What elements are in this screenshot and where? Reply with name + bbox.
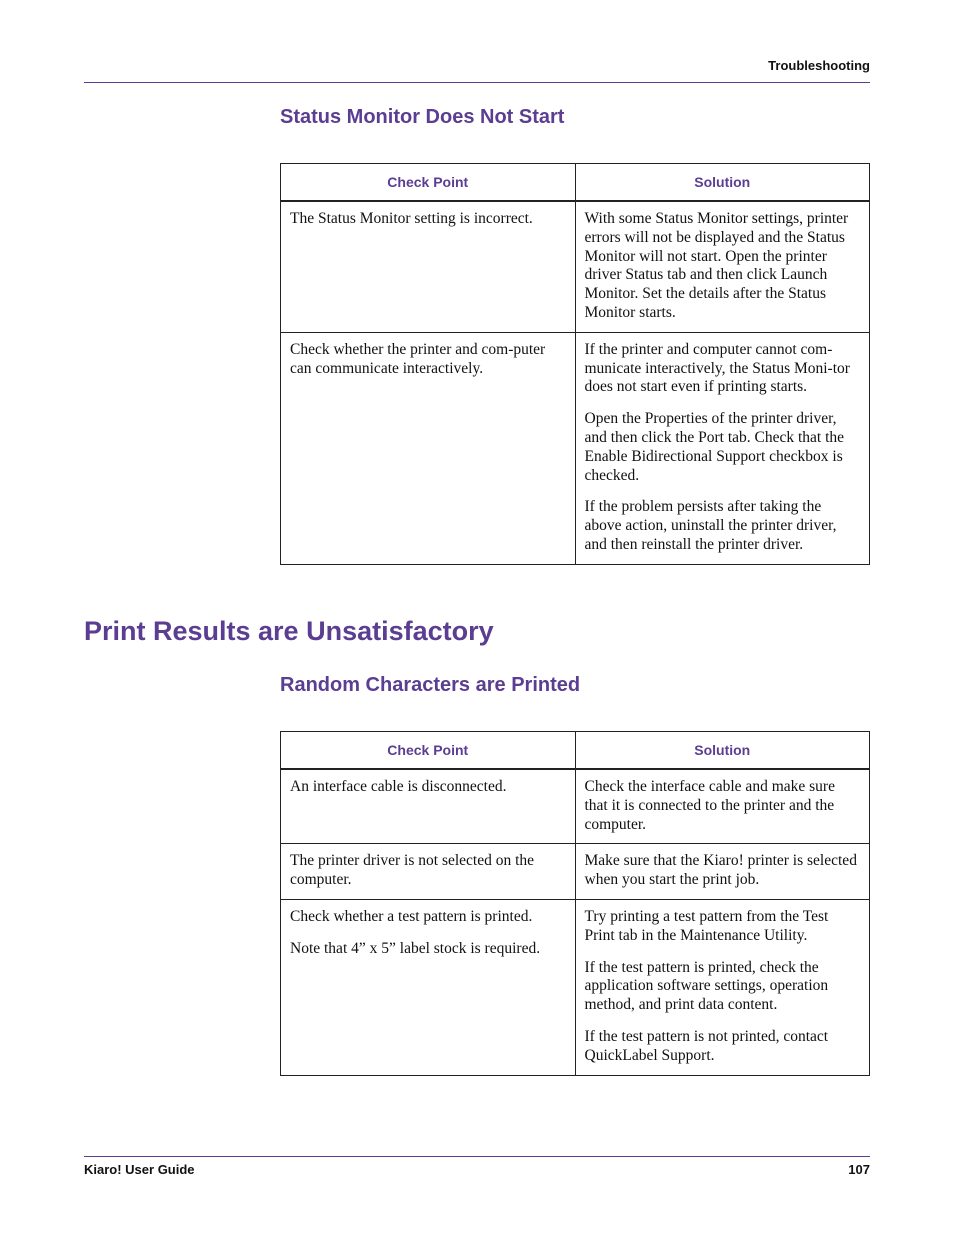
running-header: Troubleshooting	[768, 58, 870, 73]
header-rule	[84, 82, 870, 83]
footer-rule	[84, 1156, 870, 1157]
column-header-solution: Solution	[575, 164, 870, 202]
solution-text: If the problem persists after taking the above action, uninstall the printer driver, and then reinstall the printer driver.	[584, 498, 837, 553]
check-point-cell	[281, 201, 576, 332]
solution-cell	[575, 899, 870, 1075]
column-header-check-point: Check Point	[281, 732, 576, 770]
table-header-row	[281, 732, 870, 770]
solution-cell	[575, 844, 870, 900]
check-point-text: The Status Monitor setting is incorrect.	[290, 210, 533, 227]
table-row	[281, 201, 870, 332]
column-header-solution: Solution	[575, 732, 870, 770]
solution-cell	[575, 769, 870, 844]
table-header-row	[281, 164, 870, 202]
check-point-text: The printer driver is not selected on the computer.	[290, 852, 535, 889]
check-point-cell	[281, 769, 576, 844]
table-row	[281, 844, 870, 900]
solution-text: If the printer and computer cannot com-municate interactively, the Status Moni-tor does not start even if printing starts.	[584, 340, 850, 396]
solution-text: Make sure that the Kiaro! printer is selected when you start the print job.	[584, 852, 857, 889]
section-title-status-monitor: Status Monitor Does Not Start	[280, 106, 565, 128]
section-title-random-characters: Random Characters are Printed	[280, 674, 581, 696]
check-point-cell	[281, 844, 576, 900]
check-point-text: An interface cable is disconnected.	[290, 778, 507, 795]
solution-text: Open the Properties of the printer driver, and then click the Port tab. Check that the Enable Bidirectional Support checkbox is checked.	[584, 410, 845, 484]
page-number: 107	[848, 1162, 870, 1177]
random-characters-table	[280, 731, 870, 1076]
footer-guide-title: Kiaro! User Guide	[84, 1162, 195, 1177]
check-point-text: Check whether the printer and com-puter can communicate interactively.	[290, 340, 546, 377]
solution-cell	[575, 201, 870, 332]
solution-cell	[575, 332, 870, 564]
table-row	[281, 769, 870, 844]
table-row	[281, 332, 870, 564]
solution-text: Check the interface cable and make sure that it is connected to the printer and the computer.	[584, 778, 835, 833]
solution-text: With some Status Monitor settings, printer errors will not be displayed and the Status Monitor will not start. Open the printer driver Status tab and then click Launch Monitor. Set the details after the Status Monitor starts.	[584, 210, 849, 321]
solution-text: Try printing a test pattern from the Test Print tab in the Maintenance Utility.	[584, 907, 829, 944]
column-header-check-point: Check Point	[281, 164, 576, 202]
solution-text: If the test pattern is not printed, contact QuickLabel Support.	[584, 1027, 829, 1064]
table-row	[281, 899, 870, 1075]
check-point-cell	[281, 332, 576, 564]
check-point-note: Note that 4” x 5” label stock is required.	[290, 939, 541, 957]
solution-text: If the test pattern is printed, check the application software settings, operation method, and print data content.	[584, 958, 829, 1014]
check-point-text: Check whether a test pattern is printed.	[290, 907, 533, 925]
status-monitor-table	[280, 163, 870, 565]
main-heading: Print Results are Unsatisfactory	[84, 616, 494, 646]
check-point-cell	[281, 899, 576, 1075]
